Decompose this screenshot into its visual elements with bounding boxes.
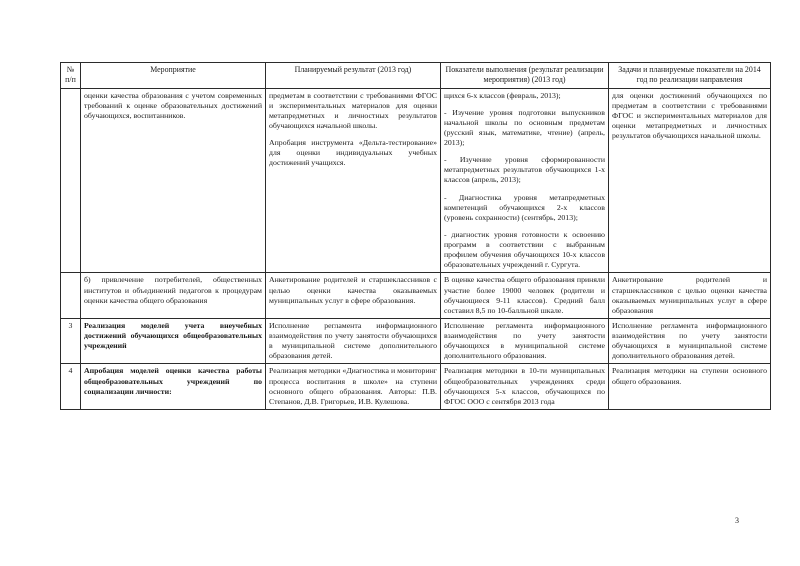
activity-cell	[81, 273, 266, 319]
row-number-cell	[61, 273, 81, 319]
table-header	[61, 63, 771, 89]
column-header-number	[61, 63, 81, 89]
cell-paragraph: предметам в соответствии с требованиями ФГОС и экспериментальных материалов для оценки метапредметных и личностных результатов обучающихся начальной школы.	[269, 90, 437, 130]
cell-paragraph: Исполнение регламента информационного взаимодействия по учету занятости обучающихся в муниципальной системе дополнительного образования детей.	[612, 320, 767, 361]
tasks-cell	[609, 364, 771, 410]
row-number-cell: 3	[61, 318, 81, 364]
cell-paragraph: В оценке качества общего образования приняли участие более 19000 человек (родители и обучающиеся 9-11 классов). Средний балл составил 8,5 по 10-балльной шкале.	[444, 275, 605, 315]
row-number-cell: 4	[61, 364, 81, 410]
planned-result-cell	[266, 318, 441, 364]
table-row	[61, 364, 771, 410]
cell-paragraph: - Изучение уровня подготовки выпускников начальной школы по основным предметам (русский язык, математике, чтение) (апрель, 2013);	[444, 107, 605, 148]
activity-cell	[81, 364, 266, 410]
table-header-row	[61, 63, 771, 89]
column-header-number-line2: п/п	[65, 75, 76, 85]
table-row	[61, 273, 771, 319]
cell-paragraph: - Диагностика уровня метапредметных компетенций обучающихся 2-х классов (уровень сохранности) (сентябрь, 2013);	[444, 192, 605, 222]
indicators-cell	[441, 273, 609, 319]
table-row	[61, 88, 771, 273]
planned-result-cell	[266, 273, 441, 319]
table-body	[61, 88, 771, 409]
cell-paragraph: Реализация методики «Диагностика и мониторинг процесса воспитания в школе» на ступени основного общего образования. Авторы: П.В. Степанов, Д.В. Григорьев, И.В. Кулешова.	[269, 366, 437, 406]
column-header-activity: Мероприятие	[81, 63, 266, 89]
column-header-number-line1: №	[66, 65, 75, 74]
cell-paragraph: б) привлечение потребителей, общественных институтов и объединений педагогов к процедурам оценки качества общего образования	[84, 275, 262, 305]
activity-cell	[81, 88, 266, 273]
row-number-cell	[61, 88, 81, 273]
cell-paragraph: оценки качества образования с учетом современных требований к оценке образовательных достижений обучающихся, воспитанников.	[84, 90, 262, 120]
activities-table	[60, 62, 771, 410]
activity-cell	[81, 318, 266, 364]
tasks-cell	[609, 273, 771, 319]
cell-paragraph: - диагностик уровня готовности к освоению программ в соответствии с выбранным профилем обучения обучающихся 10-х классов образовательных учреждений г. Сургута.	[444, 229, 605, 270]
cell-paragraph: Анкетирование родителей и старшеклассников с целью оценки качества оказываемых муниципальных услуг в сфере образования	[612, 275, 767, 315]
cell-paragraph: для оценки достижений обучающихся по предметам в соответствии с требованиями ФГОС и экспериментальных материалов для оценки метапредметных и личностных результатов обучающихся начальной школы.	[612, 90, 767, 141]
table-row	[61, 318, 771, 364]
cell-paragraph: щихся 6-х классов (февраль, 2013);	[444, 90, 561, 100]
cell-paragraph: Реализация моделей учета внеучебных достижений обучающихся общеобразовательных учреждений	[84, 320, 262, 351]
planned-result-cell	[266, 88, 441, 273]
cell-paragraph: Анкетирование родителей и старшеклассников с целью оценки качества оказываемых муниципальных услуг в сфере образования.	[269, 275, 437, 305]
column-header-planned-result: Планируемый результат (2013 год)	[266, 63, 441, 89]
column-header-tasks: Задачи и планируемые показатели на 2014 год по реализации направления	[609, 63, 771, 89]
cell-paragraph: Апробация моделей оценки качества работы общеобразовательных учреждений по социализации личности:	[84, 366, 262, 396]
cell-paragraph: Апробация инструмента «Дельта-тестирование» для оценки индивидуальных учебных достижений учащихся.	[269, 138, 437, 168]
column-header-indicators: Показатели выполнения (результат реализации мероприятия) (2013 год)	[441, 63, 609, 89]
cell-paragraph: Исполнение регламента информационного взаимодействия по учету занятости обучающихся в муниципальной системе дополнительного образования.	[444, 320, 605, 361]
indicators-cell	[441, 318, 609, 364]
tasks-cell	[609, 88, 771, 273]
indicators-cell	[441, 364, 609, 410]
cell-paragraph: - Изучение уровня сформированности метапредметных результатов обучающихся 1-х классов (апрель, 2013);	[444, 155, 605, 185]
tasks-cell	[609, 318, 771, 364]
cell-paragraph: Реализация методики на ступени основного общего образования.	[612, 366, 767, 386]
cell-paragraph: Реализация методики в 10-ти муниципальных общеобразовательных учреждениях среди обучающихся 5-х классов, обучающихся по ФГОС ООО с сентября 2013 года	[444, 366, 605, 406]
cell-paragraph: Исполнение регламента информационного взаимодействия по учету занятости обучающихся в муниципальной системе дополнительного образования детей.	[269, 320, 437, 361]
page-number: 3	[735, 516, 739, 525]
indicators-cell	[441, 88, 609, 273]
planned-result-cell	[266, 364, 441, 410]
